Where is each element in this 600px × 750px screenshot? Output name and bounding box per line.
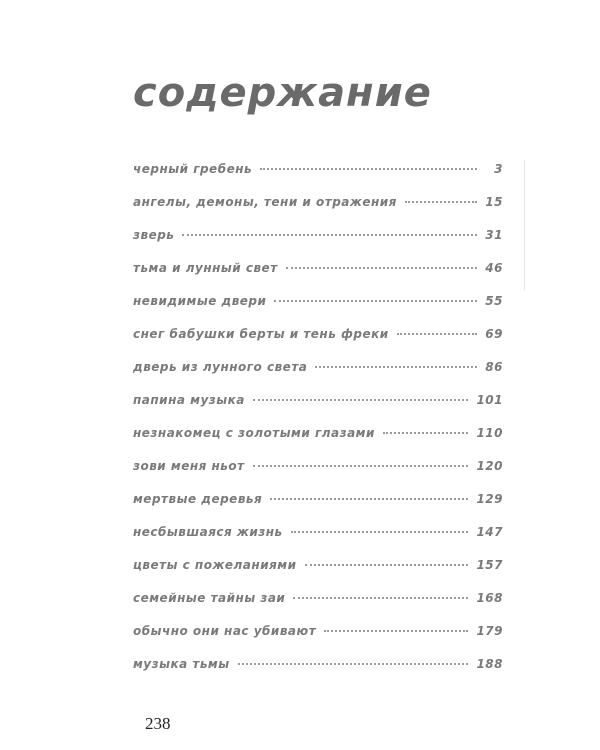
dot-leader	[274, 300, 477, 302]
dot-leader	[253, 465, 469, 467]
toc-entry-title: черный гребень	[133, 162, 253, 176]
toc-entry[interactable]	[133, 591, 503, 624]
page-number: 238	[145, 714, 171, 733]
toc-entry[interactable]	[133, 657, 503, 690]
toc-entry[interactable]	[133, 327, 503, 360]
dot-leader	[324, 630, 468, 632]
dot-leader	[291, 531, 469, 533]
toc-entry[interactable]	[133, 261, 503, 294]
dot-leader	[383, 432, 469, 434]
dot-leader	[397, 333, 477, 335]
toc-entry[interactable]	[133, 228, 503, 261]
toc-entry[interactable]	[133, 360, 503, 393]
dot-leader	[293, 597, 468, 599]
toc-entry-page: 31	[485, 228, 503, 242]
toc-entry-page: 129	[476, 492, 503, 506]
toc-entry-title: зови меня ньот	[133, 459, 245, 473]
dot-leader	[238, 663, 469, 665]
toc-entry-title: мертвые деревья	[133, 492, 263, 506]
toc-entry-title: невидимые двери	[133, 294, 267, 308]
toc-entry[interactable]	[133, 492, 503, 525]
dot-leader	[405, 201, 477, 203]
dot-leader	[182, 234, 477, 236]
toc-entry-page: 188	[476, 657, 503, 671]
toc-entry-page: 15	[485, 195, 503, 209]
toc-entry[interactable]	[133, 294, 503, 327]
toc-entry-page: 168	[476, 591, 503, 605]
margin-line	[524, 160, 525, 290]
toc-entry-page: 147	[476, 525, 503, 539]
dot-leader	[305, 564, 469, 566]
dot-leader	[260, 168, 477, 170]
toc-entry-page: 120	[476, 459, 503, 473]
dot-leader	[286, 267, 477, 269]
page-title: содержание	[133, 70, 432, 116]
toc-entry-title: цветы с пожеланиями	[133, 558, 297, 572]
toc-entry[interactable]	[133, 558, 503, 591]
toc-entry-page: 179	[476, 624, 503, 638]
toc-entry[interactable]	[133, 459, 503, 492]
toc-entry-title: ангелы, демоны, тени и отражения	[133, 195, 397, 209]
toc-entry-title: зверь	[133, 228, 175, 242]
toc-entry-title: несбывшаяся жизнь	[133, 525, 283, 539]
toc-entry-title: обычно они нас убивают	[133, 624, 317, 638]
toc-entry-page: 86	[485, 360, 503, 374]
toc-entry-page: 110	[476, 426, 503, 440]
toc-entry-title: незнакомец с золотыми глазами	[133, 426, 375, 440]
toc-entry-page: 101	[476, 393, 503, 407]
toc-entry[interactable]	[133, 624, 503, 657]
toc-entry-title: тьма и лунный свет	[133, 261, 278, 275]
toc-entry-page: 69	[485, 327, 503, 341]
toc-entry[interactable]	[133, 162, 503, 195]
toc-entry[interactable]	[133, 195, 503, 228]
dot-leader	[315, 366, 477, 368]
toc-entry[interactable]	[133, 426, 503, 459]
toc-entry-page: 46	[485, 261, 503, 275]
dot-leader	[253, 399, 469, 401]
toc-entry-page: 55	[485, 294, 503, 308]
toc-entry-title: музыка тьмы	[133, 657, 230, 671]
toc-entry-title: папина музыка	[133, 393, 245, 407]
toc-entry-page: 157	[476, 558, 503, 572]
toc-entry[interactable]	[133, 393, 503, 426]
toc-entry-title: снег бабушки берты и тень фреки	[133, 327, 389, 341]
dot-leader	[270, 498, 468, 500]
toc-entry-title: дверь из лунного света	[133, 360, 308, 374]
toc-entry-page: 3	[494, 162, 503, 176]
table-of-contents	[133, 162, 503, 690]
toc-entry-title: семейные тайны заи	[133, 591, 286, 605]
toc-entry[interactable]	[133, 525, 503, 558]
